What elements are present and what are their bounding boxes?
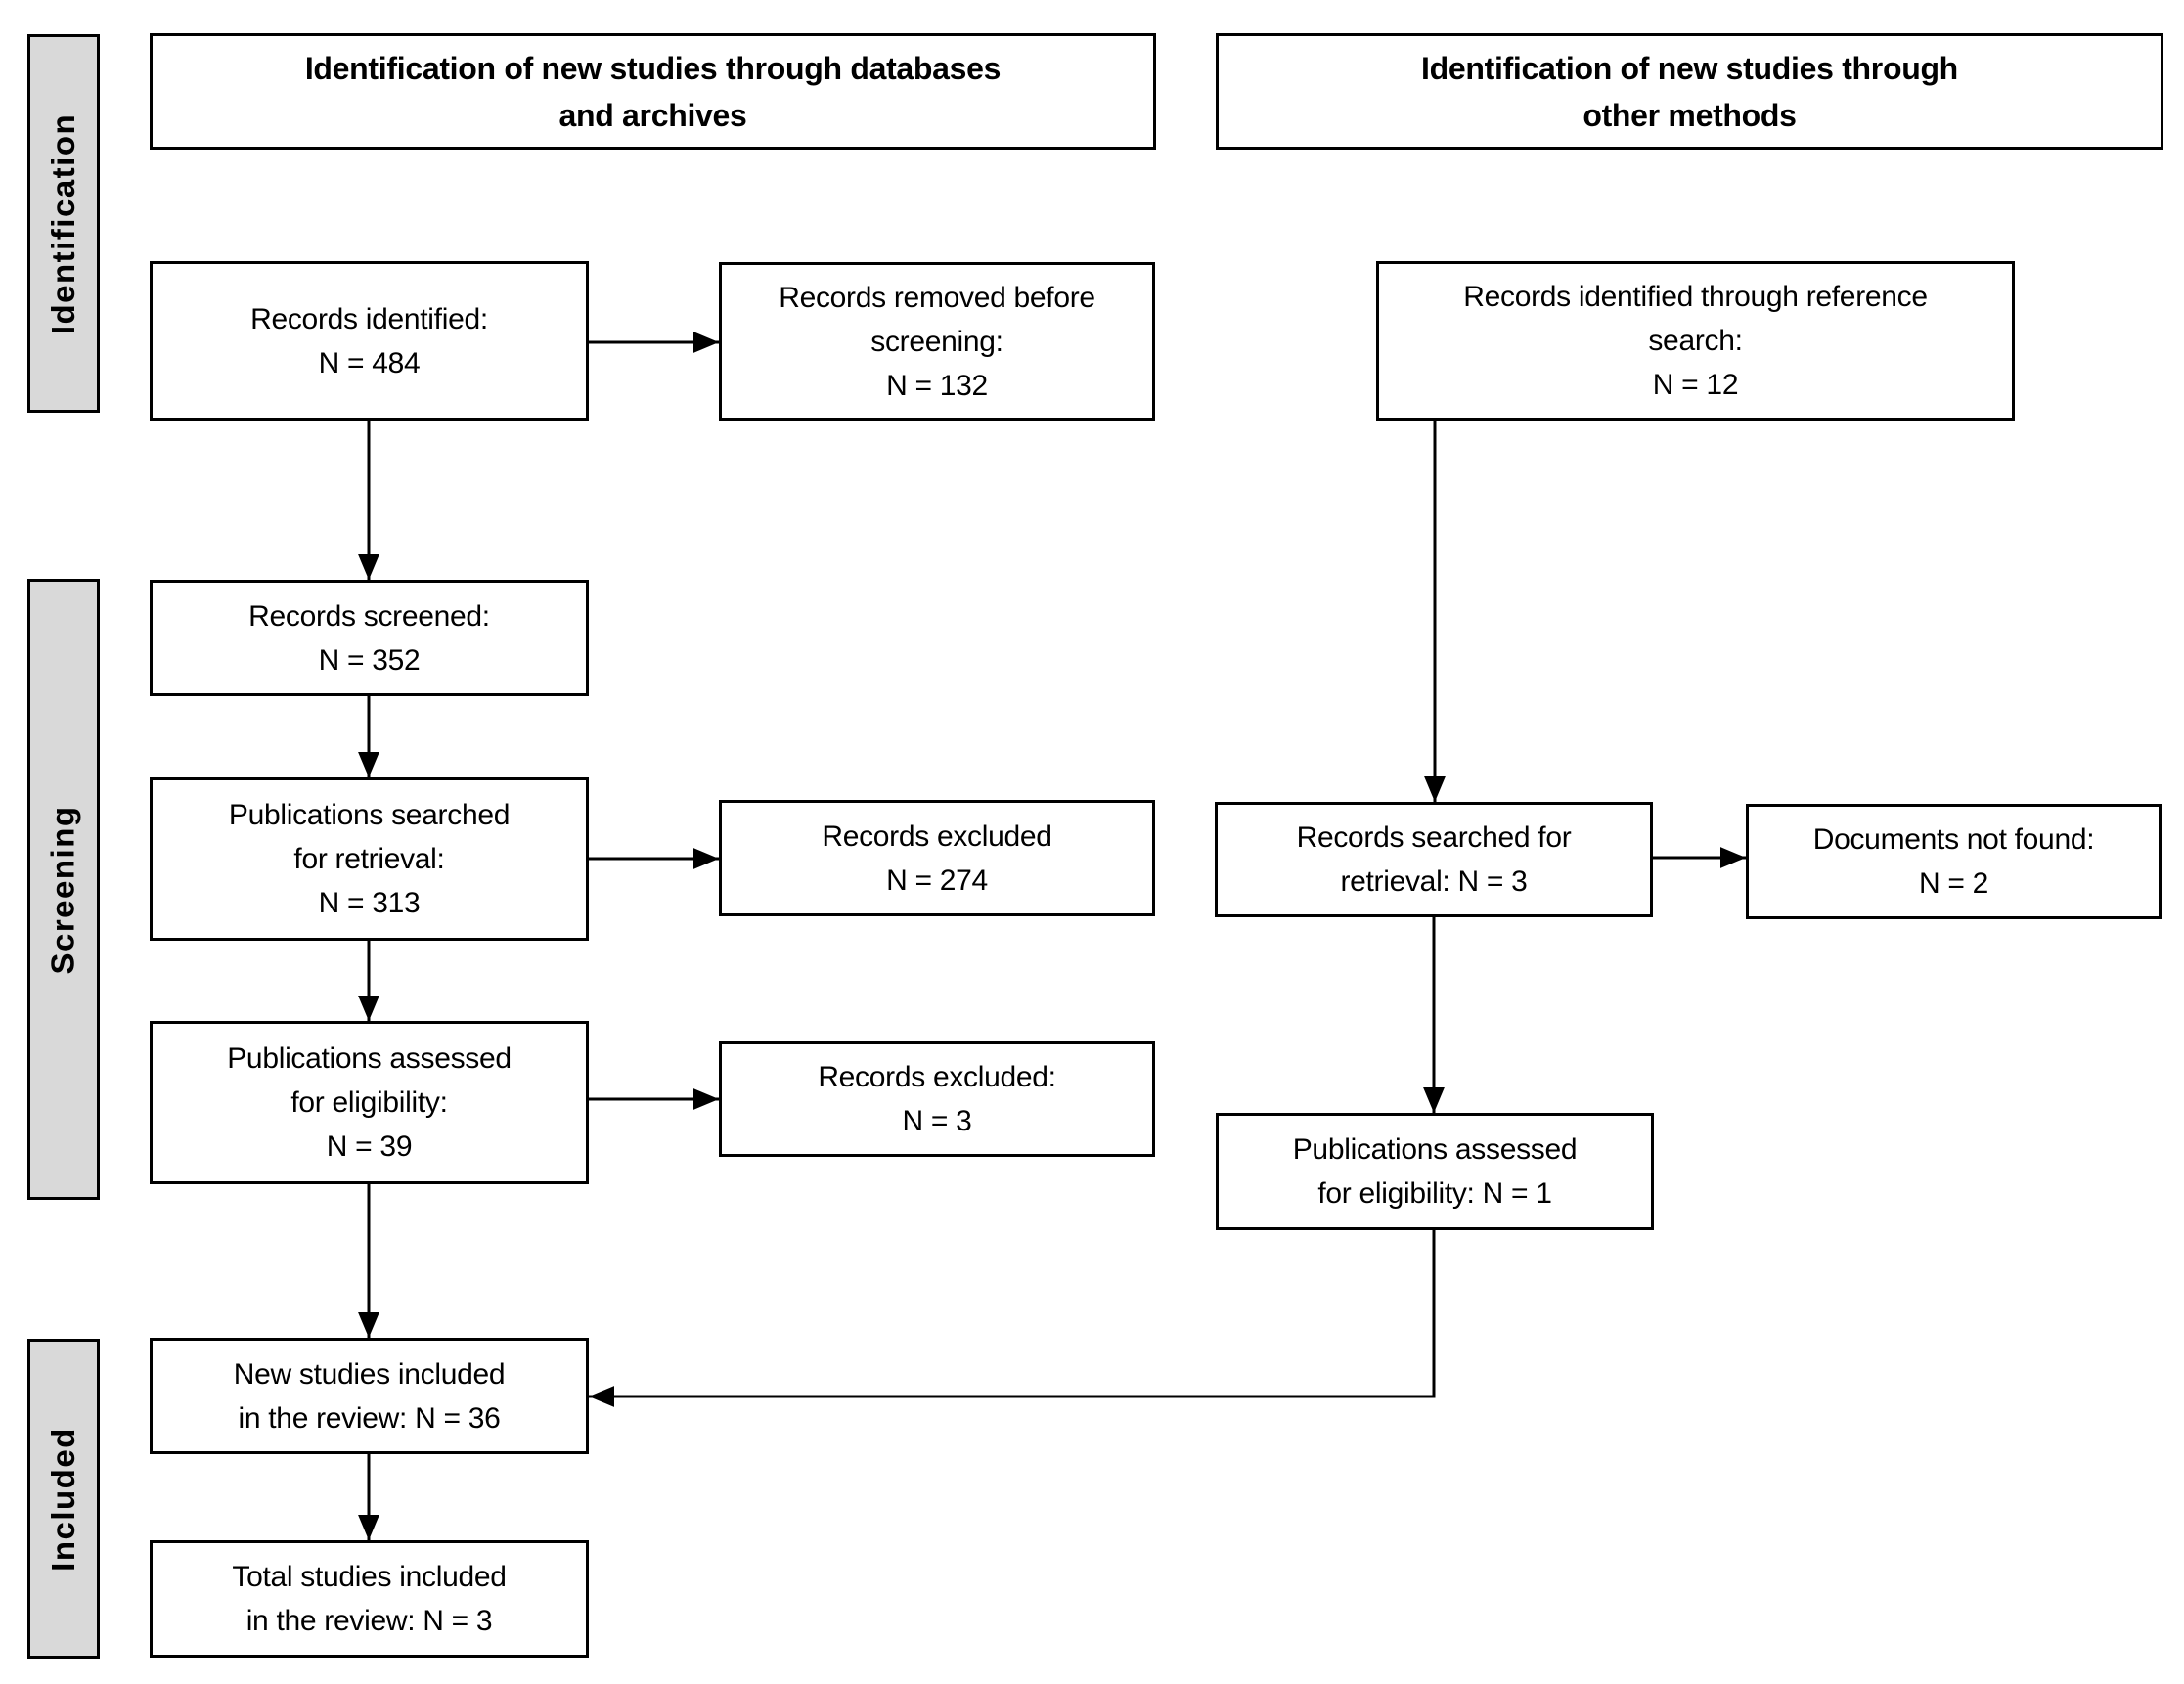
header-line: Identification of new studies through bbox=[1421, 50, 1958, 86]
box-line: N = 484 bbox=[318, 346, 421, 379]
box-line: for eligibility: N = 1 bbox=[1317, 1177, 1552, 1210]
box-records-removed-before-screening bbox=[719, 262, 1155, 421]
box-line: Records identified through reference bbox=[1463, 281, 1928, 313]
box-publications-assessed-for-eligibility bbox=[150, 1021, 589, 1184]
box-line: Publications assessed bbox=[1292, 1133, 1578, 1166]
header-line: other methods bbox=[1582, 97, 1797, 133]
box-line: Records identified: bbox=[250, 302, 488, 335]
header-databases-archives bbox=[150, 33, 1156, 150]
box-line: N = 39 bbox=[326, 1130, 413, 1163]
arrow-assessed-other-to-new-studies bbox=[589, 1230, 1434, 1396]
box-line: N = 313 bbox=[318, 887, 421, 919]
box-line: Records excluded bbox=[822, 820, 1052, 853]
box-line: Publications assessed bbox=[227, 1042, 512, 1075]
box-line: New studies included bbox=[233, 1357, 506, 1391]
box-line: N = 12 bbox=[1652, 369, 1739, 401]
stage-label-text: Identification bbox=[45, 112, 81, 334]
box-line: retrieval: N = 3 bbox=[1340, 865, 1528, 898]
stage-label-text: Screening bbox=[45, 804, 81, 975]
box-line: Records screened: bbox=[248, 599, 490, 633]
box-line: N = 274 bbox=[886, 864, 988, 897]
box-line: Records excluded: bbox=[818, 1061, 1056, 1093]
box-line: N = 2 bbox=[1918, 867, 1989, 900]
stage-label-included bbox=[27, 1339, 100, 1659]
box-line: Documents not found: bbox=[1812, 823, 2095, 856]
stage-label-identification bbox=[27, 34, 100, 413]
box-records-screened bbox=[150, 580, 589, 696]
box-records-excluded-eligibility bbox=[719, 1041, 1155, 1157]
box-new-studies-included bbox=[150, 1338, 589, 1454]
box-publications-assessed-other-methods bbox=[1216, 1113, 1654, 1230]
box-line: N = 3 bbox=[902, 1105, 972, 1137]
box-documents-not-found bbox=[1746, 804, 2162, 919]
header-other-methods bbox=[1216, 33, 2163, 150]
box-records-identified bbox=[150, 261, 589, 421]
box-line: in the review: N = 36 bbox=[238, 1401, 501, 1435]
header-line: Identification of new studies through databases bbox=[304, 50, 1002, 86]
header-line: and archives bbox=[558, 97, 747, 133]
box-records-searched-for-retrieval bbox=[1215, 802, 1653, 917]
box-line: screening: bbox=[870, 325, 1003, 358]
box-publications-searched-for-retrieval bbox=[150, 777, 589, 941]
box-line: for retrieval: bbox=[293, 843, 445, 875]
stage-label-text: Included bbox=[45, 1426, 81, 1572]
box-line: search: bbox=[1648, 325, 1743, 357]
box-line: in the review: N = 3 bbox=[245, 1605, 493, 1637]
box-line: N = 352 bbox=[318, 643, 421, 677]
box-records-identified-reference-search bbox=[1376, 261, 2015, 421]
box-line: Total studies included bbox=[232, 1561, 507, 1593]
box-total-studies-included bbox=[150, 1540, 589, 1658]
box-line: Records searched for bbox=[1296, 821, 1572, 854]
stage-label-screening bbox=[27, 579, 100, 1200]
box-records-excluded-screening bbox=[719, 800, 1155, 916]
box-line: Records removed before bbox=[779, 281, 1095, 314]
box-line: for eligibility: bbox=[290, 1086, 448, 1119]
box-line: N = 132 bbox=[886, 369, 988, 402]
box-line: Publications searched bbox=[228, 799, 511, 831]
